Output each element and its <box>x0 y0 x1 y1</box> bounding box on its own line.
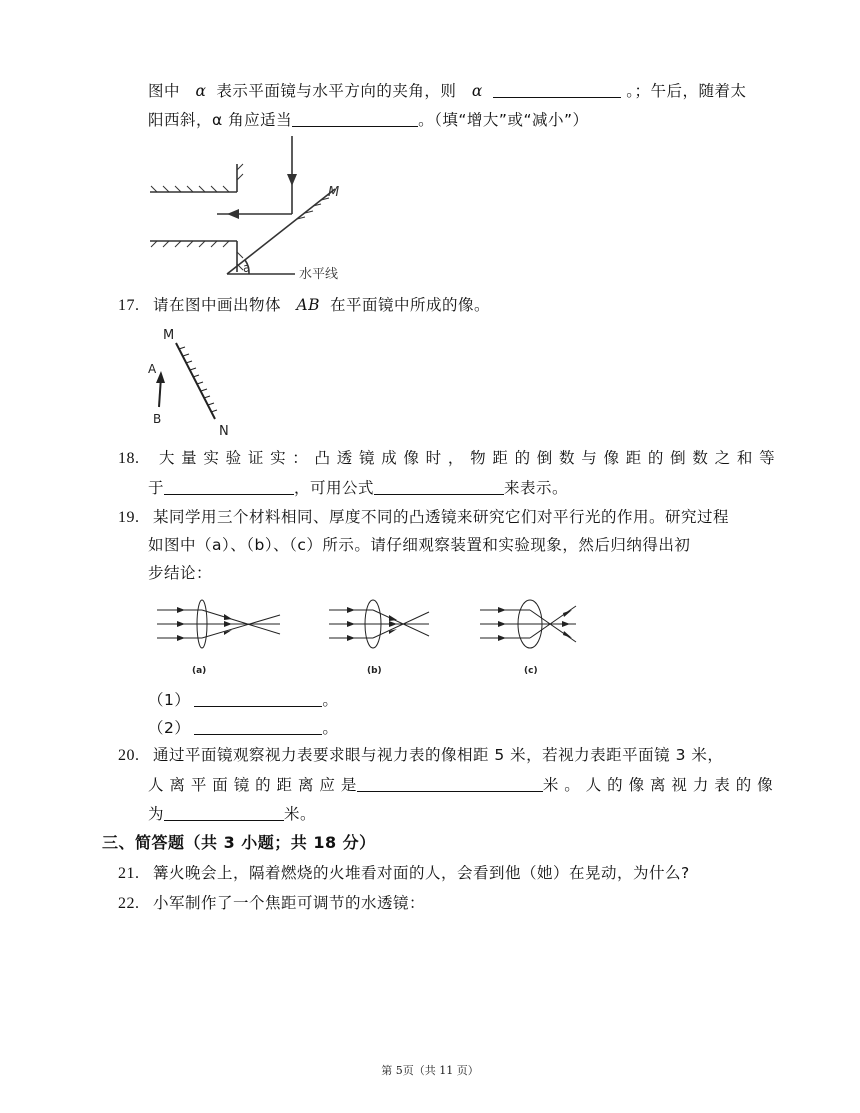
label-horizontal: 水平线 <box>299 267 339 282</box>
text: 在平面镜中所成的像。 <box>329 296 490 314</box>
figure-label-a: (a) <box>192 666 207 676</box>
lens-figure-c <box>476 598 596 678</box>
answer-blank[interactable] <box>493 81 621 98</box>
q19-item1 <box>148 689 338 711</box>
question-number: 18. <box>118 450 140 467</box>
q22-line <box>118 892 425 915</box>
text: 米。 <box>284 805 317 823</box>
label-a: A <box>148 362 157 376</box>
question-number: 21. <box>118 865 140 882</box>
label-m: M <box>328 185 340 200</box>
text: 。 <box>322 719 339 737</box>
section-heading <box>102 832 376 854</box>
q21-line <box>118 862 690 885</box>
text: 。（填“增大”或“减小”） <box>418 111 589 129</box>
text: 通过平面镜观察视力表要求眼与视力表的像相距 5 米，若视力表距平面镜 3 米， <box>152 746 724 764</box>
q18-line2 <box>148 477 568 499</box>
answer-blank[interactable] <box>374 478 504 495</box>
q20-line1 <box>118 744 723 767</box>
lens-figure-b <box>325 598 445 678</box>
text: 篝火晚会上，隔着燃烧的火堆看对面的人，会看到他（她）在晃动，为什么? <box>152 864 690 882</box>
q17-line <box>118 294 490 317</box>
object-ab: AB <box>296 296 320 314</box>
q19-item2 <box>148 717 338 739</box>
text: ，可用公式 <box>294 479 375 497</box>
question-number: 17. <box>118 297 140 314</box>
mirror-angle-figure <box>145 134 365 284</box>
figure-label-c: (c) <box>524 666 538 676</box>
text: 小军制作了一个焦距可调节的水透镜： <box>152 894 425 912</box>
label-n: N <box>219 424 229 438</box>
label-alpha: a <box>243 261 251 275</box>
question-number: 22. <box>118 895 140 912</box>
q20-line2 <box>148 774 773 796</box>
arrow-down-icon <box>287 174 297 186</box>
item-number: （1） <box>148 691 191 709</box>
text: 阳西斜，α 角应适当 <box>148 111 293 129</box>
text: 。；午后，随着太 <box>626 82 747 100</box>
section-title: 三、简答题（共 3 小题；共 18 分） <box>102 833 376 852</box>
question-number: 20. <box>118 747 140 764</box>
text: 如图中（a）、（b）、（c）所示。请仔细观察装置和实验现象，然后归纳得出初 <box>148 536 691 554</box>
answer-blank[interactable] <box>164 478 294 495</box>
arrow-up-icon <box>156 371 165 383</box>
text: 大 量 实 验 证 实 ： 凸 透 镜 成 像 时 ， 物 距 的 倒 数 与 像 距 的 倒 数 之 和 等 <box>158 449 776 467</box>
text: 。 <box>322 691 339 709</box>
text: 米 。 人 的 像 离 视 力 表 的 像 <box>542 776 774 794</box>
answer-blank[interactable] <box>164 804 284 821</box>
alpha-symbol: α <box>195 82 207 100</box>
q16-line2 <box>148 109 589 131</box>
q16-line1 <box>148 80 747 102</box>
item-number: （2） <box>148 719 191 737</box>
text: 表示平面镜与水平方向的夹角，则 <box>216 82 457 100</box>
text: 请在图中画出物体 <box>152 296 281 314</box>
text: 某同学用三个材料相同、厚度不同的凸透镜来研究它们对平行光的作用。研究过程 <box>152 508 729 526</box>
q18-line1 <box>118 447 775 470</box>
text: 步结论： <box>148 564 213 582</box>
alpha-symbol: α <box>471 82 483 100</box>
answer-blank[interactable] <box>194 718 322 735</box>
q19-line3 <box>148 562 212 584</box>
lens-figure-a <box>152 598 292 678</box>
question-number: 19. <box>118 509 140 526</box>
page-footer: 第 5页（共 11 页） <box>381 1064 479 1077</box>
q19-line2 <box>148 534 690 556</box>
figure-label-b: (b) <box>367 666 382 676</box>
text: 为 <box>148 805 165 823</box>
text: 图中 <box>148 82 181 100</box>
q20-line3 <box>148 803 316 825</box>
label-b: B <box>153 412 162 426</box>
answer-blank[interactable] <box>292 110 418 127</box>
q19-line1 <box>118 506 729 529</box>
label-m: M <box>163 328 175 343</box>
text: 人 离 平 面 镜 的 距 离 应 是 <box>148 776 357 794</box>
answer-blank[interactable] <box>194 690 322 707</box>
text: 来表示。 <box>504 479 569 497</box>
arrow-left-icon <box>227 209 239 219</box>
answer-blank[interactable] <box>357 775 543 792</box>
text: 于 <box>148 479 165 497</box>
plane-mirror-ab-figure <box>143 323 243 438</box>
